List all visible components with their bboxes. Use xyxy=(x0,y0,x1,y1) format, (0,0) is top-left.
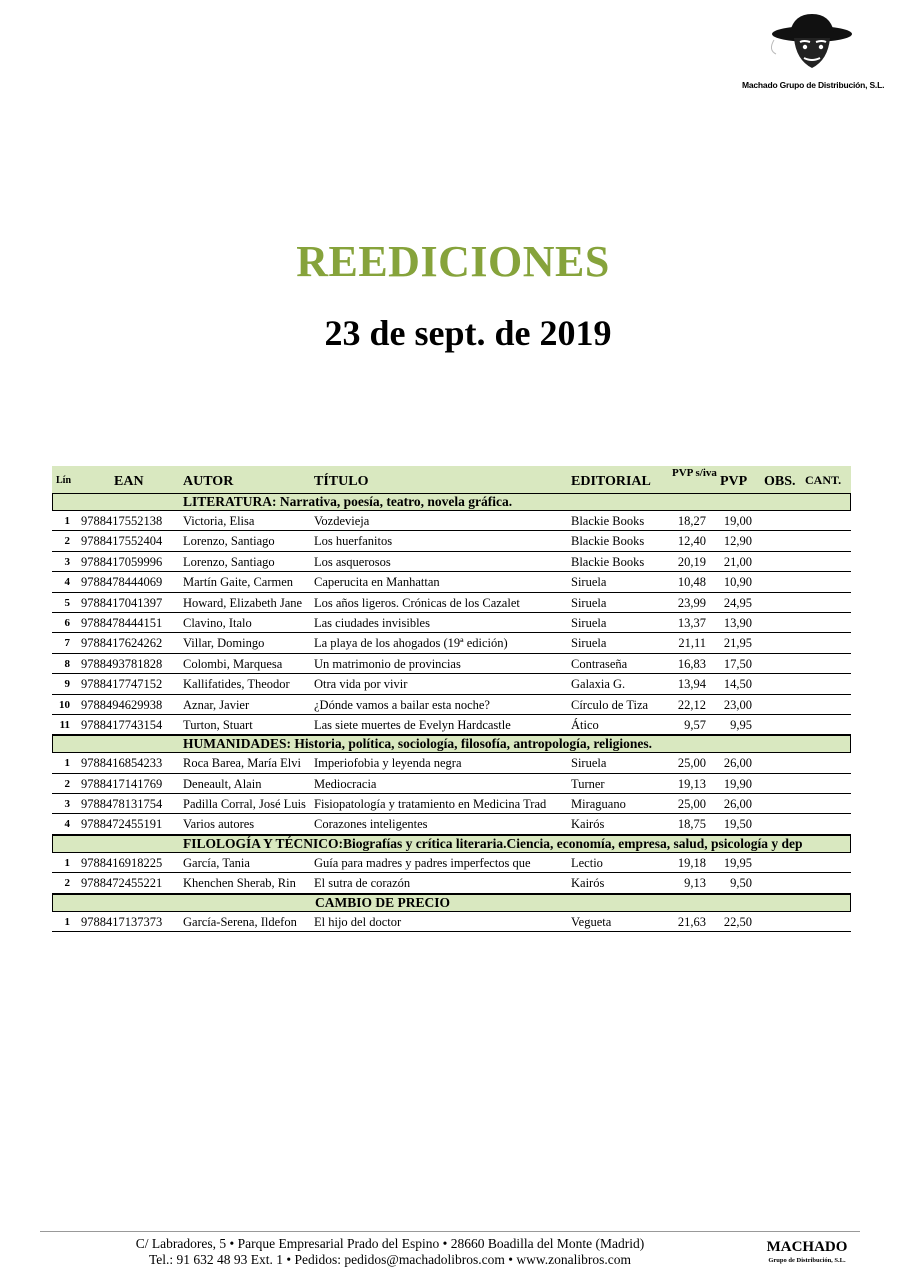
section-header xyxy=(52,493,851,511)
cell-lin: 4 xyxy=(64,818,70,831)
cell-pvp-siva: 25,00 xyxy=(677,756,706,771)
cell-lin: 2 xyxy=(64,777,70,790)
cell-lin: 2 xyxy=(64,535,70,548)
cell-autor: Clavino, Italo xyxy=(183,615,252,630)
cell-lin: 3 xyxy=(64,798,70,811)
cell-pvp: 19,00 xyxy=(723,514,752,528)
cell-lin: 7 xyxy=(64,637,70,650)
cell-lin: 1 xyxy=(64,856,70,869)
table-row xyxy=(52,715,851,735)
cell-autor: Lorenzo, Santiago xyxy=(183,534,275,549)
cell-editorial: Siruela xyxy=(571,636,607,651)
cell-ean: 9788417624262 xyxy=(81,636,163,651)
cell-autor: Martín Gaite, Carmen xyxy=(183,575,294,590)
cell-ean: 9788417137373 xyxy=(81,914,163,929)
cell-ean: 9788416854233 xyxy=(81,756,163,771)
cell-autor: Colombi, Marquesa xyxy=(183,656,283,671)
header-editorial: EDITORIAL xyxy=(571,474,651,489)
company-logo xyxy=(742,10,885,92)
table-row xyxy=(52,814,851,834)
cell-pvp: 9,50 xyxy=(730,876,752,891)
cell-lin: 1 xyxy=(64,915,70,928)
section-header xyxy=(52,835,851,853)
cell-titulo: Vozdevieja xyxy=(314,514,370,528)
cell-editorial: Blackie Books xyxy=(571,514,645,528)
cell-lin: 6 xyxy=(64,616,70,629)
cell-editorial: Contraseña xyxy=(571,656,628,671)
cell-ean: 9788478444151 xyxy=(81,615,163,630)
table-row xyxy=(52,633,851,653)
page-date: 23 de sept. de 2019 xyxy=(324,313,612,353)
cell-titulo: Las ciudades invisibles xyxy=(314,615,430,630)
table-row xyxy=(52,912,851,932)
table-row xyxy=(52,593,851,613)
cell-ean: 9788417141769 xyxy=(81,776,163,791)
cell-pvp-siva: 18,75 xyxy=(677,817,706,832)
cell-pvp: 12,90 xyxy=(723,534,752,549)
table-row xyxy=(52,674,851,694)
section-header xyxy=(52,735,851,753)
cell-ean: 9788478444069 xyxy=(81,575,163,590)
cell-titulo: El sutra de corazón xyxy=(314,876,411,891)
cell-pvp-siva: 21,11 xyxy=(678,636,706,651)
cell-pvp-siva: 16,83 xyxy=(677,656,706,671)
cell-autor: Aznar, Javier xyxy=(183,697,250,712)
cell-pvp-siva: 19,13 xyxy=(677,776,706,791)
cell-pvp-siva: 9,13 xyxy=(684,876,706,891)
cell-pvp: 13,90 xyxy=(723,615,752,630)
cell-pvp: 21,00 xyxy=(723,554,752,569)
table-row xyxy=(52,753,851,773)
cell-ean: 9788417059996 xyxy=(81,554,163,569)
cell-editorial: Círculo de Tiza xyxy=(571,697,649,712)
section-label: HUMANIDADES: Historia, política, sociología, filosofía, antropología, religiones. xyxy=(183,736,652,752)
cell-editorial: Galaxia G. xyxy=(571,677,626,692)
cell-editorial: Siruela xyxy=(571,595,607,610)
cell-lin: 4 xyxy=(64,576,70,589)
cell-pvp: 19,90 xyxy=(723,776,752,791)
cell-pvp: 21,95 xyxy=(723,636,752,651)
cell-editorial: Blackie Books xyxy=(571,534,645,549)
cell-pvp: 17,50 xyxy=(723,656,752,671)
cell-ean: 9788494629938 xyxy=(81,697,163,712)
cell-lin: 2 xyxy=(64,877,70,890)
cell-editorial: Turner xyxy=(571,776,605,791)
cell-autor: Khenchen Sherab, Rin xyxy=(183,876,296,891)
cell-ean: 9788417041397 xyxy=(81,595,163,610)
cell-pvp-siva: 21,63 xyxy=(677,914,706,929)
cell-titulo: Mediocracia xyxy=(314,776,377,791)
table-row xyxy=(52,552,851,572)
cell-autor: Villar, Domingo xyxy=(183,636,265,651)
cell-pvp: 22,50 xyxy=(723,914,752,929)
cell-ean: 9788416918225 xyxy=(81,855,163,870)
cell-pvp-siva: 10,48 xyxy=(677,575,706,590)
cell-pvp: 19,95 xyxy=(723,855,752,870)
cell-titulo: Las siete muertes de Evelyn Hardcastle xyxy=(314,717,511,732)
cell-editorial: Kairós xyxy=(571,817,605,832)
table-body xyxy=(52,493,851,932)
table-row xyxy=(52,794,851,814)
cell-autor: Deneault, Alain xyxy=(183,776,262,791)
footer-address xyxy=(60,1236,720,1268)
table-row xyxy=(52,654,851,674)
cell-titulo: Los años ligeros. Crónicas de los Cazalet xyxy=(314,595,520,610)
cell-lin: 9 xyxy=(64,678,70,691)
cell-pvp-siva: 9,57 xyxy=(684,717,706,732)
cell-pvp-siva: 12,40 xyxy=(677,534,706,549)
cell-titulo: Imperiofobia y leyenda negra xyxy=(314,756,462,771)
cell-pvp-siva: 19,18 xyxy=(677,855,706,870)
books-table xyxy=(52,466,851,932)
header-titulo: TÍTULO xyxy=(314,474,369,489)
table-row xyxy=(52,695,851,715)
header-pvp-siva: PVP s/iva xyxy=(672,467,717,479)
cell-ean: 9788472455191 xyxy=(81,817,163,832)
cell-autor: Varios autores xyxy=(183,817,255,832)
cell-ean: 9788478131754 xyxy=(81,797,163,812)
cell-pvp-siva: 18,27 xyxy=(677,514,706,528)
brand-name: MACHADO xyxy=(766,1239,848,1255)
cell-lin: 5 xyxy=(64,596,70,609)
section-header xyxy=(52,894,851,912)
cell-titulo: Otra vida por vivir xyxy=(314,677,408,692)
section-label: FILOLOGÍA Y TÉCNICO:Biografías y crítica literaria.Ciencia, economía, empresa, salud, psicología y dep xyxy=(183,835,803,851)
cell-titulo: Fisiopatología y tratamiento en Medicina Trad xyxy=(314,797,547,812)
cell-titulo: La playa de los ahogados (19ª edición) xyxy=(314,636,508,651)
cell-pvp: 26,00 xyxy=(723,797,752,812)
man-with-hat-logo-icon xyxy=(760,10,860,76)
cell-editorial: Siruela xyxy=(571,615,607,630)
header-lin: Lín xyxy=(56,475,72,486)
cell-titulo: Caperucita en Manhattan xyxy=(314,575,440,590)
cell-lin: 3 xyxy=(64,555,70,568)
cell-editorial: Vegueta xyxy=(571,914,612,929)
cell-lin: 1 xyxy=(64,757,70,770)
cell-ean: 9788417743154 xyxy=(81,717,163,732)
cell-titulo: Guía para madres y padres imperfectos que xyxy=(314,855,531,870)
cell-autor: Turton, Stuart xyxy=(183,717,253,732)
cell-editorial: Miraguano xyxy=(571,797,626,812)
header-cant: CANT. xyxy=(805,473,842,487)
cell-pvp-siva: 13,37 xyxy=(677,615,706,630)
footer-line-2: Tel.: 91 632 48 93 Ext. 1 • Pedidos: pedidos@machadolibros.com • www.zonalibros.com xyxy=(149,1252,631,1267)
cell-ean: 9788417747152 xyxy=(81,677,163,692)
cell-autor: Padilla Corral, José Luis xyxy=(183,797,306,812)
header-ean: EAN xyxy=(114,474,144,489)
header-pvp: PVP xyxy=(720,474,748,489)
cell-pvp: 9,95 xyxy=(730,717,752,732)
footer-divider xyxy=(40,1231,860,1232)
footer-line-1: C/ Labradores, 5 • Parque Empresarial Prado del Espino • 28660 Boadilla del Monte (Madrid) xyxy=(135,1236,645,1251)
cell-pvp: 19,50 xyxy=(723,817,752,832)
cell-editorial: Blackie Books xyxy=(571,554,645,569)
cell-autor: García, Tania xyxy=(183,855,250,870)
cell-pvp-siva: 20,19 xyxy=(677,554,706,569)
cell-editorial: Siruela xyxy=(571,756,607,771)
table-row xyxy=(52,853,851,873)
cell-pvp: 14,50 xyxy=(723,677,752,692)
cell-editorial: Kairós xyxy=(571,876,605,891)
brand-subtitle: Grupo de Distribución, S.L. xyxy=(768,1257,846,1264)
header-autor: AUTOR xyxy=(183,474,234,489)
cell-autor: Howard, Elizabeth Jane xyxy=(183,595,303,610)
table-row xyxy=(52,511,851,531)
cell-pvp: 23,00 xyxy=(723,697,752,712)
cell-pvp: 10,90 xyxy=(723,575,752,590)
cell-editorial: Ático xyxy=(571,717,599,732)
table-row xyxy=(52,531,851,551)
cell-autor: García-Serena, Ildefon xyxy=(183,914,297,929)
cell-ean: 9788472455221 xyxy=(81,876,163,891)
cell-pvp-siva: 22,12 xyxy=(677,697,706,712)
cell-lin: 11 xyxy=(59,718,70,731)
cell-pvp-siva: 23,99 xyxy=(677,595,706,610)
cell-pvp-siva: 13,94 xyxy=(677,677,706,692)
cell-pvp: 24,95 xyxy=(723,595,752,610)
cell-editorial: Lectio xyxy=(571,855,603,870)
cell-lin: 8 xyxy=(64,657,70,670)
cell-autor: Roca Barea, María Elvi xyxy=(183,756,302,771)
cell-lin: 10 xyxy=(59,698,70,711)
cell-titulo: Corazones inteligentes xyxy=(314,817,428,832)
cell-editorial: Siruela xyxy=(571,575,607,590)
table-row xyxy=(52,774,851,794)
footer-brand xyxy=(752,1239,862,1264)
header-obs: OBS. xyxy=(764,474,796,489)
cell-ean: 9788417552138 xyxy=(81,514,163,528)
table-header xyxy=(52,466,851,493)
section-label: CAMBIO DE PRECIO xyxy=(315,894,451,910)
cell-titulo: ¿Dónde vamos a bailar esta noche? xyxy=(314,697,490,712)
cell-autor: Victoria, Elisa xyxy=(183,514,255,528)
page-title: REEDICIONES xyxy=(296,237,610,286)
logo-text: Machado Grupo de Distribución, S.L. xyxy=(742,80,885,90)
table-row xyxy=(52,613,851,633)
cell-autor: Lorenzo, Santiago xyxy=(183,554,275,569)
cell-titulo: Los asquerosos xyxy=(314,554,391,569)
cell-titulo: El hijo del doctor xyxy=(314,914,402,929)
cell-lin: 1 xyxy=(64,515,70,527)
table-row xyxy=(52,572,851,592)
cell-pvp: 26,00 xyxy=(723,756,752,771)
table-row xyxy=(52,873,851,893)
cell-titulo: Los huerfanitos xyxy=(314,534,393,549)
cell-pvp-siva: 25,00 xyxy=(677,797,706,812)
cell-titulo: Un matrimonio de provincias xyxy=(314,656,461,671)
section-label: LITERATURA: Narrativa, poesía, teatro, novela gráfica. xyxy=(183,494,513,509)
cell-ean: 9788493781828 xyxy=(81,656,163,671)
cell-autor: Kallifatides, Theodor xyxy=(183,677,290,692)
cell-ean: 9788417552404 xyxy=(81,534,163,549)
